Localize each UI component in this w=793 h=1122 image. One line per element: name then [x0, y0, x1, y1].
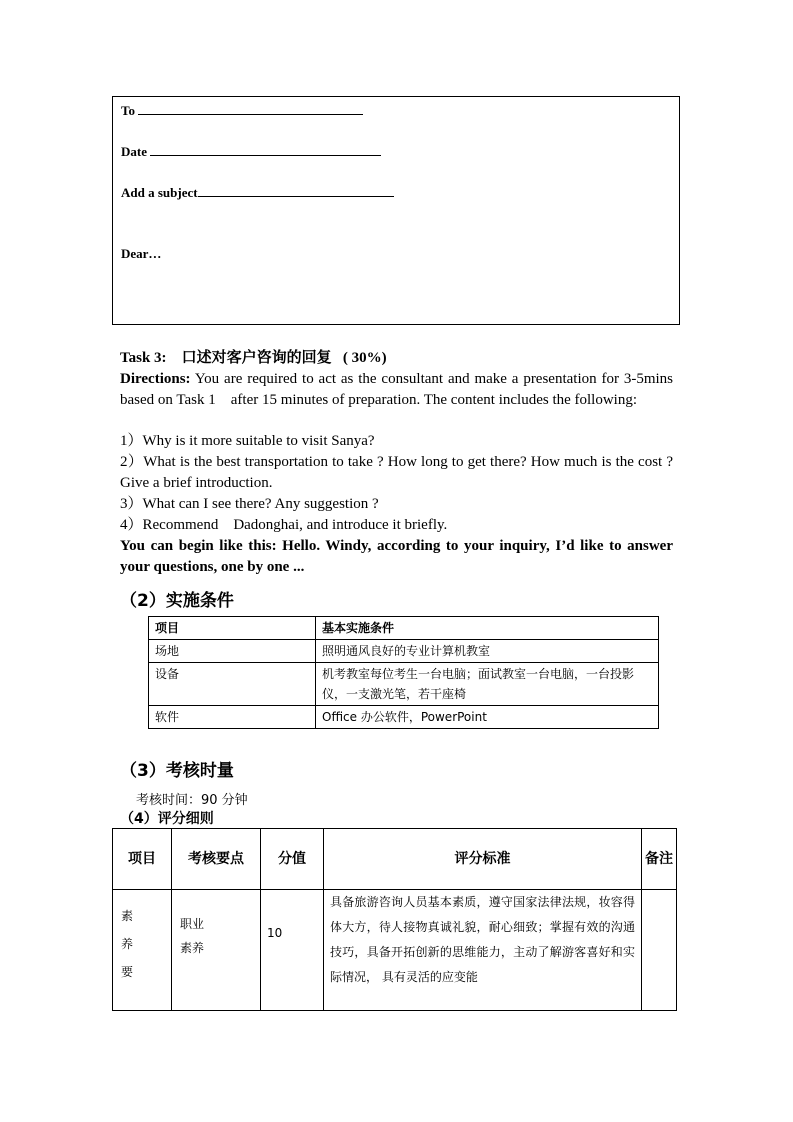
- table-header-row: [149, 617, 659, 640]
- table-row: [149, 663, 659, 706]
- subject-label: Add a subject: [121, 185, 198, 200]
- task3-title-cn: 口述对客户咨询的回复: [181, 348, 332, 366]
- to-label: To: [121, 103, 135, 118]
- table-cell: 照明通风良好的专业计算机教室: [316, 640, 659, 663]
- dear-line: [121, 246, 161, 262]
- task3-item-3: 3）What can I see there? Any suggestion ?: [120, 496, 379, 512]
- subject-line: [121, 184, 394, 201]
- task3-item-2: 2）What is the best transportation to take ? How long to get there? How much is the cost ? Give a brief introduction.: [120, 454, 673, 491]
- date-blank: [150, 143, 381, 156]
- to-blank: [138, 102, 363, 115]
- directions-paragraph: [120, 369, 677, 411]
- begin-text: You can begin like this: Hello. Windy, according to your inquiry, I’d like to answer your questions, one by one ...: [120, 538, 673, 575]
- table-row: [149, 706, 659, 729]
- date-line: [121, 143, 381, 160]
- directions-text: You are required to act as the consultant and make a presentation for 3-5mins based on Task 1 after 15 minutes of preparation. The content includes the following:: [120, 371, 677, 408]
- conditions-table: [148, 616, 659, 729]
- point-text: 职业素养: [180, 917, 205, 955]
- table-cell-criteria: 具备旅游咨询人员基本素质，遵守国家法律法规，妆容得体大方，待人接物真诚礼貌，耐心细致；掌握有效的沟通技巧，具备开拓创新的思维能力，主动了解游客喜好和实际情况， 具有灵活的应变能: [324, 890, 642, 1011]
- task3-weight: ( 30%): [342, 350, 387, 366]
- table-cell: 机考教室每位考生一台电脑；面试教室一台电脑，一台投影仪，一支激光笔，若干座椅: [316, 663, 659, 706]
- conditions-heading: （2）实施条件: [120, 591, 234, 611]
- date-label: Date: [121, 144, 147, 159]
- table-row: [113, 890, 677, 1011]
- table-cell-note: [642, 890, 677, 1011]
- task3-item-1: 1）Why is it more suitable to visit Sanya?: [120, 433, 375, 449]
- item-text: 素养要: [121, 909, 134, 979]
- dear-label: Dear…: [121, 246, 162, 261]
- table-cell: 设备: [149, 663, 316, 706]
- header-cell: 基本实施条件: [316, 617, 659, 640]
- task3-item-4: 4）Recommend Dadonghai, and introduce it briefly.: [120, 517, 448, 533]
- table-cell-score: 10: [261, 890, 324, 1011]
- letter-form-box: [112, 96, 680, 325]
- table-cell: 软件: [149, 706, 316, 729]
- duration-text: 考核时间：90 分钟: [136, 793, 248, 808]
- header-cell-criteria: 评分标准: [324, 829, 642, 890]
- header-cell-point: 考核要点: [172, 829, 261, 890]
- table-header-row: [113, 829, 677, 890]
- scoring-table: [112, 828, 677, 1011]
- header-cell: 项目: [149, 617, 316, 640]
- table-cell-item: [113, 890, 172, 1011]
- header-cell-note: 备注: [642, 829, 677, 890]
- table-cell-point: [172, 890, 261, 1011]
- duration-heading: （3）考核时量: [120, 761, 234, 781]
- directions-label: Directions:: [120, 371, 191, 387]
- subject-blank: [198, 184, 394, 197]
- table-row: [149, 640, 659, 663]
- task3-title: [120, 347, 673, 369]
- table-cell: Office 办公软件，PowerPoint: [316, 706, 659, 729]
- header-cell-item: 项目: [113, 829, 172, 890]
- task3-label: Task 3:: [120, 350, 167, 366]
- scoring-heading: （4）评分细则: [120, 811, 214, 827]
- header-cell-score: 分值: [261, 829, 324, 890]
- table-cell: 场地: [149, 640, 316, 663]
- to-line: [121, 102, 363, 119]
